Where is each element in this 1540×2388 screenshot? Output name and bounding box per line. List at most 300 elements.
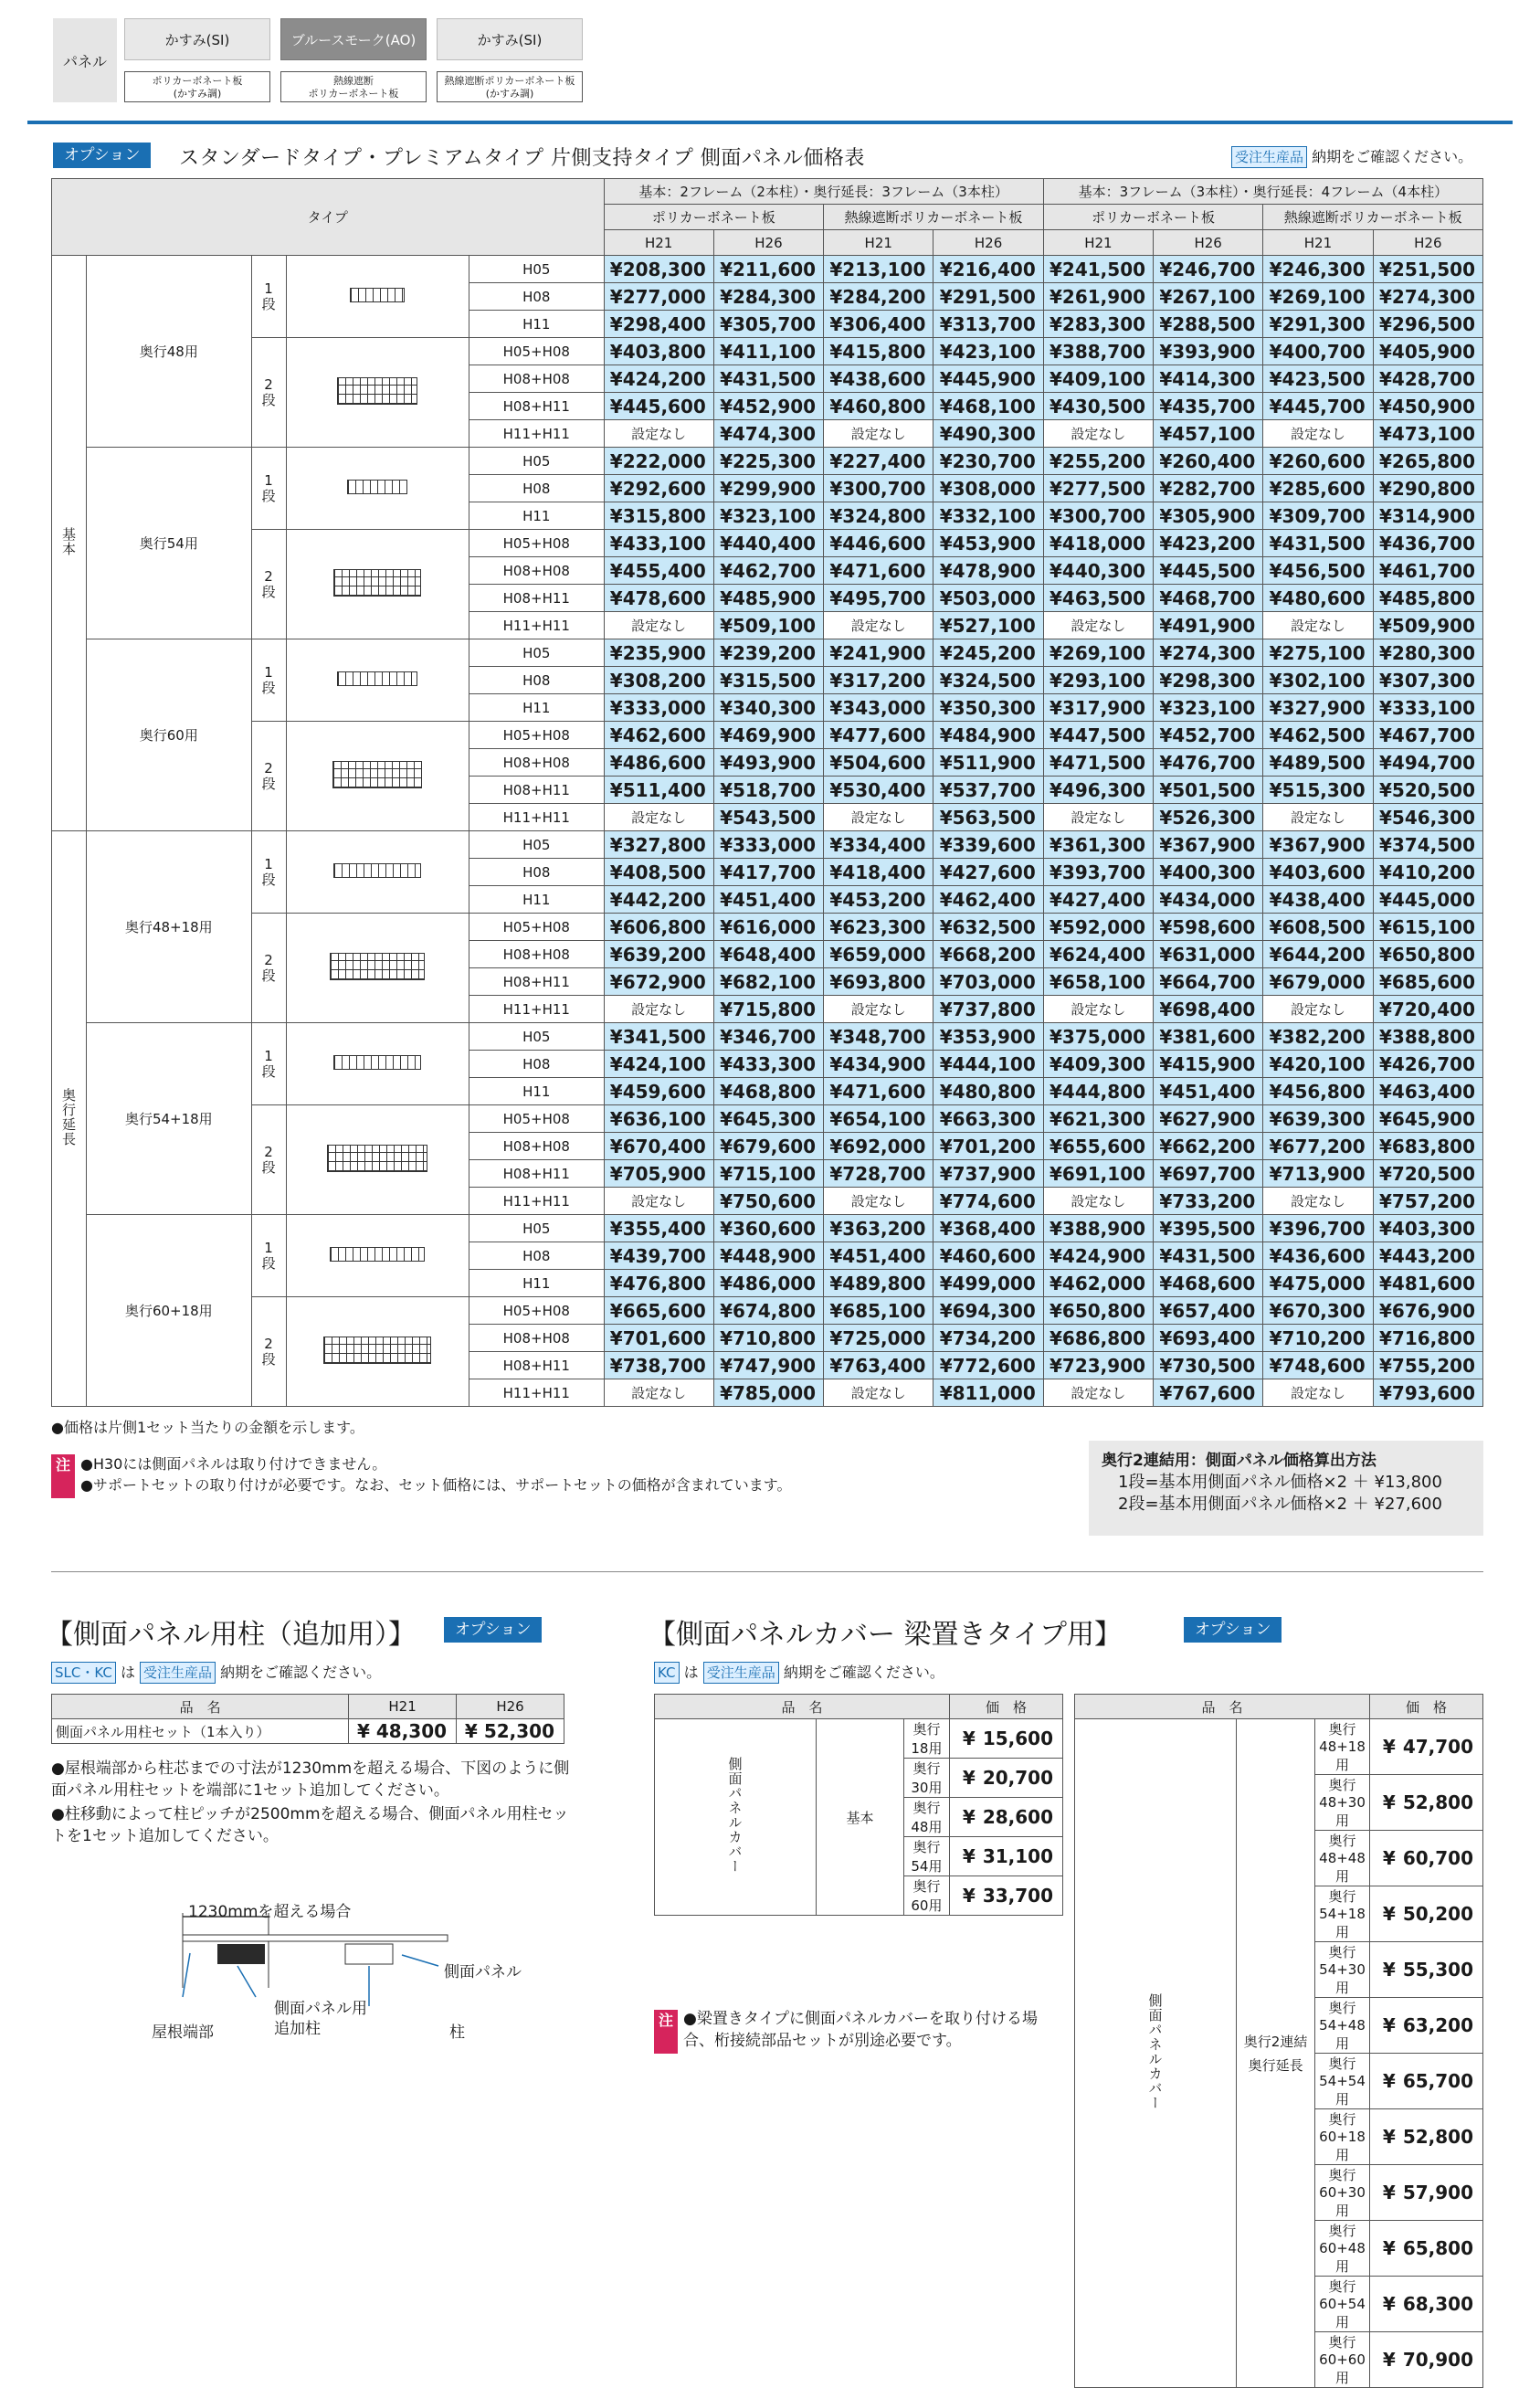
cover-item-name: 奥行60+18用: [1315, 2109, 1370, 2165]
price-cell: ¥716,800: [1373, 1325, 1482, 1352]
price-cell: ¥291,500: [933, 283, 1043, 311]
price-cell: ¥728,700: [824, 1160, 933, 1188]
cover-row: [1075, 1719, 1483, 1775]
height-code: H11+H11: [469, 996, 604, 1023]
pillar-table: [51, 1694, 564, 1744]
price-cell: ¥307,300: [1373, 667, 1482, 694]
cover-price: 52,800: [1399, 2109, 1483, 2165]
pillar-order-note: [51, 1661, 381, 1684]
cover-item-name: 奥行54用: [904, 1837, 950, 1876]
price-cell: 設定なし: [1263, 996, 1373, 1023]
cover-price: 65,700: [1399, 2054, 1483, 2109]
price-cell: ¥298,300: [1154, 667, 1263, 694]
panel-sub-3: 熱線遮断ポリカーボネート板 (かすみ調): [437, 71, 583, 102]
price-cell: ¥713,900: [1263, 1160, 1373, 1188]
price-cell: ¥246,700: [1154, 256, 1263, 283]
table-row: [52, 914, 1483, 941]
price-cell: ¥657,400: [1154, 1297, 1263, 1325]
price-cell: ¥438,600: [824, 365, 933, 393]
height-code: H05+H08: [469, 338, 604, 365]
price-cell: ¥655,600: [1043, 1133, 1153, 1160]
price-cell: ¥598,600: [1154, 914, 1263, 941]
price-cell: ¥664,700: [1154, 968, 1263, 996]
price-cell: ¥305,900: [1154, 502, 1263, 530]
price-cell: ¥374,500: [1373, 831, 1482, 859]
price-cell: ¥692,000: [824, 1133, 933, 1160]
height-header: H26: [933, 230, 1043, 256]
tier-cell: 1 段: [251, 448, 286, 530]
price-cell: ¥685,600: [1373, 968, 1482, 996]
height-code: H11: [469, 886, 604, 914]
cover-yen: ¥: [1369, 2109, 1398, 2165]
cover-item-name: 奥行60+54用: [1315, 2277, 1370, 2332]
tier-cell: 1 段: [251, 639, 286, 722]
diagram-label-side-panel: 側面パネル: [444, 1963, 522, 1981]
price-cell: 設定なし: [1043, 996, 1153, 1023]
panel-label: パネル: [53, 18, 117, 102]
height-code: H08+H11: [469, 1352, 604, 1379]
price-cell: ¥227,400: [824, 448, 933, 475]
calc-line-2: 2段=基本用側面パネル価格×2 ＋ ¥27,600: [1118, 1495, 1442, 1514]
price-cell: ¥403,600: [1263, 859, 1373, 886]
price-cell: ¥315,500: [713, 667, 823, 694]
height-code: H08: [469, 1242, 604, 1270]
price-cell: ¥418,000: [1043, 530, 1153, 557]
cover-price: 15,600: [979, 1719, 1063, 1759]
cover-yen: ¥: [1369, 2332, 1398, 2388]
height-code: H11: [469, 694, 604, 722]
cover-order-note: [654, 1661, 944, 1684]
price-cell: ¥423,200: [1154, 530, 1263, 557]
price-cell: ¥293,100: [1043, 667, 1153, 694]
price-cell: 設定なし: [1263, 804, 1373, 831]
pillar-price-h26: ¥ 52,300: [457, 1719, 564, 1744]
price-cell: ¥418,400: [824, 859, 933, 886]
height-code: H08: [469, 475, 604, 502]
price-cell: 設定なし: [824, 612, 933, 639]
price-cell: ¥261,900: [1043, 283, 1153, 311]
price-cell: ¥674,800: [713, 1297, 823, 1325]
height-code: H08+H08: [469, 1133, 604, 1160]
price-cell: ¥693,800: [824, 968, 933, 996]
price-cell: ¥424,100: [604, 1051, 713, 1078]
divider: [51, 1571, 1483, 1572]
price-cell: ¥343,000: [824, 694, 933, 722]
price-cell: ¥471,600: [824, 1078, 933, 1105]
calc-line-1: 1段=基本用側面パネル価格×2 ＋ ¥13,800: [1118, 1473, 1442, 1492]
height-code: H05: [469, 448, 604, 475]
price-cell: ¥255,200: [1043, 448, 1153, 475]
table-row: [52, 256, 1483, 283]
price-cell: ¥327,800: [604, 831, 713, 859]
price-cell: ¥491,900: [1154, 612, 1263, 639]
price-cell: ¥730,500: [1154, 1352, 1263, 1379]
price-cell: ¥462,600: [604, 722, 713, 749]
price-cell: ¥658,100: [1043, 968, 1153, 996]
price-cell: ¥725,000: [824, 1325, 933, 1352]
panel-drawing-icon: [330, 953, 425, 980]
price-cell: ¥409,300: [1043, 1051, 1153, 1078]
price-cell: ¥290,800: [1373, 475, 1482, 502]
price-cell: ¥292,600: [604, 475, 713, 502]
height-code: H11: [469, 1078, 604, 1105]
price-cell: ¥269,100: [1263, 283, 1373, 311]
height-code: H08+H11: [469, 585, 604, 612]
price-cell: ¥216,400: [933, 256, 1043, 283]
price-cell: ¥455,400: [604, 557, 713, 585]
price-cell: ¥715,800: [713, 996, 823, 1023]
price-table: [51, 178, 1483, 1407]
price-cell: ¥462,000: [1043, 1270, 1153, 1297]
price-cell: ¥694,300: [933, 1297, 1043, 1325]
depth-cell: 奥行48+18用: [87, 831, 251, 1023]
price-cell: ¥360,600: [713, 1215, 823, 1242]
price-cell: ¥298,400: [604, 311, 713, 338]
cover-yen: ¥: [1369, 1775, 1398, 1831]
price-cell: ¥431,500: [1263, 530, 1373, 557]
price-cell: ¥698,400: [1154, 996, 1263, 1023]
price-cell: ¥473,100: [1373, 420, 1482, 448]
price-cell: ¥423,100: [933, 338, 1043, 365]
cover-option-badge: オプション: [1184, 1617, 1282, 1643]
price-cell: ¥211,600: [713, 256, 823, 283]
price-cell: ¥436,600: [1263, 1242, 1373, 1270]
height-header: H21: [1043, 230, 1153, 256]
price-cell: ¥208,300: [604, 256, 713, 283]
height-code: H11+H11: [469, 420, 604, 448]
pillar-codes: SLC・KC: [51, 1662, 116, 1684]
price-cell: ¥632,500: [933, 914, 1043, 941]
price-cell: ¥460,600: [933, 1242, 1043, 1270]
price-cell: ¥710,800: [713, 1325, 823, 1352]
pillar-title: 【側面パネル用柱（追加用）】: [46, 1619, 416, 1651]
cover-yen: ¥: [1369, 2221, 1398, 2277]
price-cell: ¥367,900: [1263, 831, 1373, 859]
price-cell: ¥414,300: [1154, 365, 1263, 393]
cover-caution-badge: 注: [654, 2010, 678, 2054]
price-cell: ¥350,300: [933, 694, 1043, 722]
price-cell: ¥433,300: [713, 1051, 823, 1078]
price-cell: ¥306,400: [824, 311, 933, 338]
panel-option-kasumi[interactable]: かすみ(SI): [124, 18, 270, 60]
price-cell: ¥403,300: [1373, 1215, 1482, 1242]
tier-cell: 2 段: [251, 530, 286, 639]
price-cell: ¥546,300: [1373, 804, 1482, 831]
price-cell: ¥592,000: [1043, 914, 1153, 941]
type-header: タイプ: [52, 179, 605, 256]
price-cell: ¥477,600: [824, 722, 933, 749]
panel-drawing-icon: [323, 1337, 431, 1364]
cover-price: 28,600: [979, 1798, 1063, 1837]
pillar-hdr-h21: H21: [349, 1695, 457, 1719]
price-cell: ¥324,500: [933, 667, 1043, 694]
price-note: ●価格は片側1セット当たりの金額を示します。: [51, 1419, 364, 1436]
cover-yen: ¥: [949, 1837, 978, 1876]
price-cell: ¥444,100: [933, 1051, 1043, 1078]
panel-diagram: [286, 914, 469, 1023]
price-cell: ¥348,700: [824, 1023, 933, 1051]
price-cell: ¥424,900: [1043, 1242, 1153, 1270]
price-cell: ¥452,900: [713, 393, 823, 420]
price-cell: ¥615,100: [1373, 914, 1482, 941]
height-code: H11: [469, 1270, 604, 1297]
price-cell: ¥456,500: [1263, 557, 1373, 585]
price-cell: ¥440,400: [713, 530, 823, 557]
cover-item-name: 奥行54+18用: [1315, 1886, 1370, 1942]
price-cell: ¥410,200: [1373, 859, 1482, 886]
cover-yen: ¥: [949, 1798, 978, 1837]
price-cell: ¥459,600: [604, 1078, 713, 1105]
cover-hdr-name: 品 名: [1075, 1695, 1370, 1719]
panel-drawing-icon: [333, 569, 421, 597]
cover-price: 70,900: [1399, 2332, 1483, 2388]
price-cell: ¥341,500: [604, 1023, 713, 1051]
price-cell: ¥308,000: [933, 475, 1043, 502]
cover-item-name: 奥行60+30用: [1315, 2165, 1370, 2221]
price-cell: ¥445,900: [933, 365, 1043, 393]
price-cell: ¥453,200: [824, 886, 933, 914]
price-cell: ¥496,300: [1043, 777, 1153, 804]
price-cell: ¥474,300: [713, 420, 823, 448]
price-cell: ¥260,600: [1263, 448, 1373, 475]
height-code: H08+H11: [469, 1160, 604, 1188]
price-cell: ¥315,800: [604, 502, 713, 530]
price-cell: ¥763,400: [824, 1352, 933, 1379]
price-cell: ¥659,000: [824, 941, 933, 968]
price-cell: ¥639,200: [604, 941, 713, 968]
pillar-hdr-name: 品 名: [52, 1695, 349, 1719]
panel-option-bluesmoke[interactable]: ブルースモーク(AO): [280, 18, 427, 60]
price-cell: ¥382,200: [1263, 1023, 1373, 1051]
cover-yen: ¥: [949, 1719, 978, 1759]
category-cell: 奥行延長: [52, 831, 87, 1407]
price-cell: ¥701,200: [933, 1133, 1043, 1160]
panel-diagram: [286, 722, 469, 831]
price-cell: ¥677,200: [1263, 1133, 1373, 1160]
pillar-ha: は: [120, 1664, 135, 1681]
cover-delivery: 納期をご確認ください。: [783, 1664, 944, 1681]
price-cell: ¥431,500: [713, 365, 823, 393]
price-cell: 設定なし: [604, 996, 713, 1023]
price-cell: ¥415,900: [1154, 1051, 1263, 1078]
price-cell: ¥670,300: [1263, 1297, 1373, 1325]
price-cell: ¥757,200: [1373, 1188, 1482, 1215]
price-cell: ¥415,800: [824, 338, 933, 365]
price-cell: ¥476,800: [604, 1270, 713, 1297]
price-cell: ¥448,900: [713, 1242, 823, 1270]
height-code: H11+H11: [469, 804, 604, 831]
price-cell: ¥283,300: [1043, 311, 1153, 338]
price-cell: ¥299,900: [713, 475, 823, 502]
price-cell: ¥280,300: [1373, 639, 1482, 667]
price-cell: ¥480,800: [933, 1078, 1043, 1105]
tier-cell: 2 段: [251, 914, 286, 1023]
height-code: H08: [469, 283, 604, 311]
cover-title: 【側面パネルカバー 梁置きタイプ用】: [649, 1619, 1123, 1651]
cover-item-name: 奥行54+30用: [1315, 1942, 1370, 1998]
price-cell: ¥501,500: [1154, 777, 1263, 804]
height-code: H08+H08: [469, 1325, 604, 1352]
price-cell: ¥436,700: [1373, 530, 1482, 557]
pillar-price-h21: ¥ 48,300: [349, 1719, 457, 1744]
price-cell: ¥720,500: [1373, 1160, 1482, 1188]
price-cell: ¥446,600: [824, 530, 933, 557]
cover-item-name: 奥行48+18用: [1315, 1719, 1370, 1775]
price-cell: ¥665,600: [604, 1297, 713, 1325]
price-cell: ¥811,000: [933, 1379, 1043, 1407]
panel-drawing-icon: [332, 761, 422, 788]
height-header: H21: [824, 230, 933, 256]
price-cell: ¥462,500: [1263, 722, 1373, 749]
price-cell: 設定なし: [824, 996, 933, 1023]
price-cell: ¥685,100: [824, 1297, 933, 1325]
cover-price: 57,900: [1399, 2165, 1483, 2221]
price-cell: ¥606,800: [604, 914, 713, 941]
price-cell: ¥737,800: [933, 996, 1043, 1023]
height-code: H05: [469, 639, 604, 667]
diagram-label-edge: 屋根端部: [152, 2023, 214, 2042]
price-cell: ¥367,900: [1154, 831, 1263, 859]
price-cell: ¥623,300: [824, 914, 933, 941]
height-code: H11: [469, 311, 604, 338]
cover-yen: ¥: [1369, 1942, 1398, 1998]
price-cell: ¥526,300: [1154, 804, 1263, 831]
price-cell: ¥723,900: [1043, 1352, 1153, 1379]
price-cell: 設定なし: [824, 1188, 933, 1215]
price-cell: ¥451,400: [824, 1242, 933, 1270]
height-code: H08+H11: [469, 968, 604, 996]
price-cell: ¥645,300: [713, 1105, 823, 1133]
material-header: ポリカーボネート板: [604, 205, 824, 230]
price-cell: ¥733,200: [1154, 1188, 1263, 1215]
price-cell: ¥478,600: [604, 585, 713, 612]
price-cell: ¥471,500: [1043, 749, 1153, 777]
price-cell: ¥679,000: [1263, 968, 1373, 996]
price-cell: ¥388,700: [1043, 338, 1153, 365]
price-cell: ¥748,600: [1263, 1352, 1373, 1379]
price-cell: ¥785,000: [713, 1379, 823, 1407]
pillar-made-badge: 受注生産品: [140, 1662, 216, 1684]
cover-price: 20,700: [979, 1759, 1063, 1798]
panel-drawing-icon: [333, 863, 421, 878]
price-cell: ¥300,700: [1043, 502, 1153, 530]
price-cell: ¥608,500: [1263, 914, 1373, 941]
delivery-note: 納期をご確認ください。: [1312, 148, 1473, 165]
price-cell: ¥403,800: [604, 338, 713, 365]
price-cell: ¥650,800: [1373, 941, 1482, 968]
price-cell: ¥471,600: [824, 557, 933, 585]
cover-item-name: 奥行30用: [904, 1759, 950, 1798]
price-cell: ¥368,400: [933, 1215, 1043, 1242]
price-cell: ¥701,600: [604, 1325, 713, 1352]
pillar-option-badge: オプション: [444, 1617, 542, 1643]
price-cell: ¥443,200: [1373, 1242, 1482, 1270]
price-cell: 設定なし: [604, 612, 713, 639]
pillar-note-1: ●屋根端部から柱芯までの寸法が1230mmを超える場合、下図のように側面パネル用柱セットを端部に1セット追加してください。: [51, 1759, 570, 1800]
price-cell: ¥527,100: [933, 612, 1043, 639]
panel-drawing-icon: [333, 1055, 421, 1070]
cover-code: KC: [654, 1662, 680, 1684]
cover-yen: ¥: [1369, 2277, 1398, 2332]
table-row: [52, 1297, 1483, 1325]
price-cell: ¥434,000: [1154, 886, 1263, 914]
price-cell: ¥274,300: [1154, 639, 1263, 667]
price-cell: ¥621,300: [1043, 1105, 1153, 1133]
price-cell: ¥490,300: [933, 420, 1043, 448]
price-cell: ¥457,100: [1154, 420, 1263, 448]
price-cell: ¥245,200: [933, 639, 1043, 667]
price-cell: ¥462,400: [933, 886, 1043, 914]
price-cell: ¥400,300: [1154, 859, 1263, 886]
price-cell: ¥710,200: [1263, 1325, 1373, 1352]
note-support: ●サポートセットの取り付けが必要です。なお、セット価格には、サポートセットの価格が含まれています。: [80, 1476, 792, 1494]
price-cell: ¥478,900: [933, 557, 1043, 585]
price-cell: ¥445,500: [1154, 557, 1263, 585]
height-code: H05: [469, 831, 604, 859]
panel-diagram: [286, 448, 469, 530]
table-row: [52, 530, 1483, 557]
price-cell: ¥486,600: [604, 749, 713, 777]
tier-cell: 2 段: [251, 722, 286, 831]
made-to-order-badge: 受注生産品: [1231, 146, 1307, 168]
price-cell: ¥433,100: [604, 530, 713, 557]
price-cell: ¥469,900: [713, 722, 823, 749]
panel-option-kasumi-heat[interactable]: かすみ(SI): [437, 18, 583, 60]
price-cell: ¥405,900: [1373, 338, 1482, 365]
price-cell: ¥241,900: [824, 639, 933, 667]
panel-diagram: [286, 1215, 469, 1297]
price-cell: ¥468,800: [713, 1078, 823, 1105]
price-cell: ¥672,900: [604, 968, 713, 996]
price-cell: ¥353,900: [933, 1023, 1043, 1051]
price-cell: ¥475,000: [1263, 1270, 1373, 1297]
price-cell: ¥317,900: [1043, 694, 1153, 722]
price-cell: ¥489,500: [1263, 749, 1373, 777]
category-cell: 基本: [52, 256, 87, 831]
price-cell: ¥485,800: [1373, 585, 1482, 612]
price-cell: ¥346,700: [713, 1023, 823, 1051]
panel-drawing-icon: [350, 288, 405, 302]
panel-diagram: [286, 1023, 469, 1105]
price-cell: ¥518,700: [713, 777, 823, 804]
material-header: ポリカーボネート板: [1043, 205, 1263, 230]
price-cell: ¥251,500: [1373, 256, 1482, 283]
price-cell: ¥563,500: [933, 804, 1043, 831]
height-code: H05: [469, 256, 604, 283]
cover-item-name: 奥行54+48用: [1315, 1998, 1370, 2054]
cover-yen: ¥: [1369, 2165, 1398, 2221]
price-cell: 設定なし: [1263, 420, 1373, 448]
height-code: H11: [469, 502, 604, 530]
price-cell: ¥408,500: [604, 859, 713, 886]
height-code: H08: [469, 1051, 604, 1078]
height-code: H11+H11: [469, 1379, 604, 1407]
price-cell: ¥489,800: [824, 1270, 933, 1297]
price-cell: ¥460,800: [824, 393, 933, 420]
price-cell: ¥750,600: [713, 1188, 823, 1215]
price-cell: ¥333,100: [1373, 694, 1482, 722]
price-cell: ¥339,600: [933, 831, 1043, 859]
cover-price: 33,700: [979, 1876, 1063, 1916]
price-cell: 設定なし: [604, 804, 713, 831]
height-code: H08+H08: [469, 749, 604, 777]
price-cell: ¥663,300: [933, 1105, 1043, 1133]
cover-basic-label: 基本: [817, 1719, 904, 1916]
cover-item-name: 奥行18用: [904, 1719, 950, 1759]
cover-item-name: 奥行60+60用: [1315, 2332, 1370, 2388]
price-cell: ¥434,900: [824, 1051, 933, 1078]
height-header: H21: [604, 230, 713, 256]
